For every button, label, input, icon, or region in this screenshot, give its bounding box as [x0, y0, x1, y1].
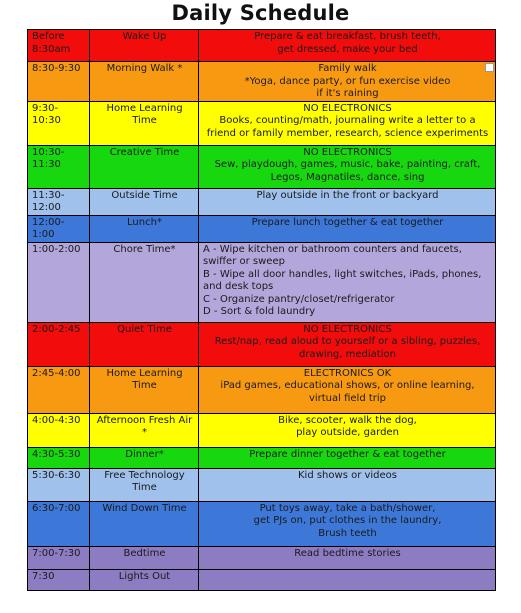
- description-cell: [199, 366, 496, 413]
- schedule-row: [28, 569, 496, 590]
- activity-cell: Morning Walk *: [90, 62, 199, 102]
- schedule-row: [28, 366, 496, 413]
- description-cell: [199, 188, 496, 215]
- time-cell: 4:30-5:30: [28, 447, 90, 468]
- description-line: D - Sort & fold laundry: [203, 306, 316, 317]
- description-line: if it's raining: [316, 88, 379, 99]
- time-cell: 5:30-6:30: [28, 468, 90, 501]
- description-line: Play outside in the front or backyard: [256, 189, 439, 201]
- description-cell: [199, 145, 496, 188]
- description-cell: [199, 546, 496, 569]
- activity-cell: Wake Up: [90, 30, 199, 62]
- description-line: *Yoga, dance party, or fun exercise video: [244, 75, 451, 87]
- time-cell: 7:30: [28, 569, 90, 590]
- time-cell: 2:00-2:45: [28, 322, 90, 366]
- schedule-row: [28, 322, 496, 366]
- schedule-row: [28, 447, 496, 468]
- description-line: Sew, playdough, games, music, bake, painting, craft,: [214, 159, 481, 170]
- activity-cell: Afternoon Fresh Air *: [90, 413, 199, 447]
- description-line: Read bedtime stories: [294, 547, 401, 559]
- description-line: Books, counting/math, journaling write a letter to a: [219, 115, 476, 126]
- description-line: Prepare dinner together & eat together: [249, 448, 446, 460]
- description-cell: [199, 215, 496, 242]
- activity-cell: Dinner*: [90, 447, 199, 468]
- description-cell: [199, 468, 496, 501]
- activity-cell: Lights Out: [90, 569, 199, 590]
- description-cell: [199, 501, 496, 546]
- description-line: Legos, Magnatiles, dance, sing: [270, 171, 425, 183]
- description-cell: [199, 101, 496, 145]
- description-cell: [199, 30, 496, 62]
- description-line: friend or family member, research, science experiments: [206, 127, 489, 139]
- schedule-row: [28, 413, 496, 447]
- description-cell: [199, 447, 496, 468]
- description-line: NO ELECTRONICS: [303, 146, 392, 158]
- activity-cell: Lunch*: [90, 215, 199, 242]
- description-line: play outside, garden: [296, 427, 399, 438]
- schedule-row: [28, 501, 496, 546]
- description-line: Bike, scooter, walk the dog,: [278, 414, 417, 426]
- activity-cell: Quiet Time: [90, 322, 199, 366]
- schedule-row: [28, 145, 496, 188]
- time-cell: 4:00-4:30: [28, 413, 90, 447]
- description-cell: [199, 569, 496, 590]
- activity-cell: Home Learning Time: [90, 101, 199, 145]
- schedule-row: [28, 546, 496, 569]
- description-line: NO ELECTRONICS: [303, 102, 392, 114]
- description-line: Brush teeth: [318, 527, 377, 539]
- description-cell: [199, 322, 496, 366]
- description-line: Put toys away, take a bath/shower,: [259, 502, 436, 514]
- schedule-body: [28, 30, 496, 591]
- activity-cell: Chore Time*: [90, 242, 199, 322]
- activity-cell: Outside Time: [90, 188, 199, 215]
- description-line: and desk tops: [203, 281, 274, 292]
- description-line: B - Wipe all door handles, light switches, iPads, phones,: [203, 268, 482, 280]
- schedule-table: [27, 29, 496, 591]
- schedule-row: [28, 188, 496, 215]
- schedule-row: [28, 215, 496, 242]
- time-cell: 8:30-9:30: [28, 62, 90, 102]
- description-line: swiffer or sweep: [203, 256, 285, 267]
- schedule-row: [28, 101, 496, 145]
- activity-cell: Wind Down Time: [90, 501, 199, 546]
- description-line: virtual field trip: [308, 392, 387, 404]
- schedule-row: [28, 242, 496, 322]
- activity-cell: Bedtime: [90, 546, 199, 569]
- description-cell: [199, 242, 496, 322]
- time-cell: 12:00-1:00: [28, 215, 90, 242]
- description-line: Kid shows or videos: [297, 469, 398, 481]
- time-cell: 11:30-12:00: [28, 188, 90, 215]
- description-line: C - Organize pantry/closet/refrigerator: [203, 293, 395, 305]
- description-line: iPad games, educational shows, or online learning,: [220, 380, 475, 391]
- description-line: Prepare & eat breakfast, brush teeth,: [254, 31, 441, 42]
- description-line: Prepare lunch together & eat together: [251, 216, 444, 228]
- description-cell: [199, 413, 496, 447]
- description-line: get PJs on, put clothes in the laundry,: [253, 515, 442, 526]
- description-line: drawing, mediation: [299, 348, 396, 360]
- page-title: Daily Schedule: [171, 1, 350, 25]
- activity-cell: Creative Time: [90, 145, 199, 188]
- time-cell: Before 8:30am: [28, 30, 90, 62]
- time-cell: 7:00-7:30: [28, 546, 90, 569]
- description-line: ELECTRONICS OK: [303, 367, 392, 379]
- schedule-row: [28, 62, 496, 102]
- resize-handle-icon[interactable]: [485, 63, 494, 72]
- description-line: Rest/nap, read aloud to yourself or a sibling, puzzles,: [214, 336, 481, 347]
- description-line: A - Wipe kitchen or bathroom counters and faucets,: [203, 243, 462, 255]
- description-line: get dressed, make your bed: [277, 43, 418, 55]
- schedule-row: [28, 30, 496, 62]
- schedule-row: [28, 468, 496, 501]
- activity-cell: Free Technology Time: [90, 468, 199, 501]
- time-cell: 6:30-7:00: [28, 501, 90, 546]
- description-cell: [199, 62, 496, 102]
- time-cell: 1:00-2:00: [28, 242, 90, 322]
- description-line: Family walk: [318, 63, 377, 74]
- description-line: NO ELECTRONICS: [303, 323, 392, 335]
- activity-cell: Home Learning Time: [90, 366, 199, 413]
- time-cell: 2:45-4:00: [28, 366, 90, 413]
- time-cell: 9:30-10:30: [28, 101, 90, 145]
- time-cell: 10:30-11:30: [28, 145, 90, 188]
